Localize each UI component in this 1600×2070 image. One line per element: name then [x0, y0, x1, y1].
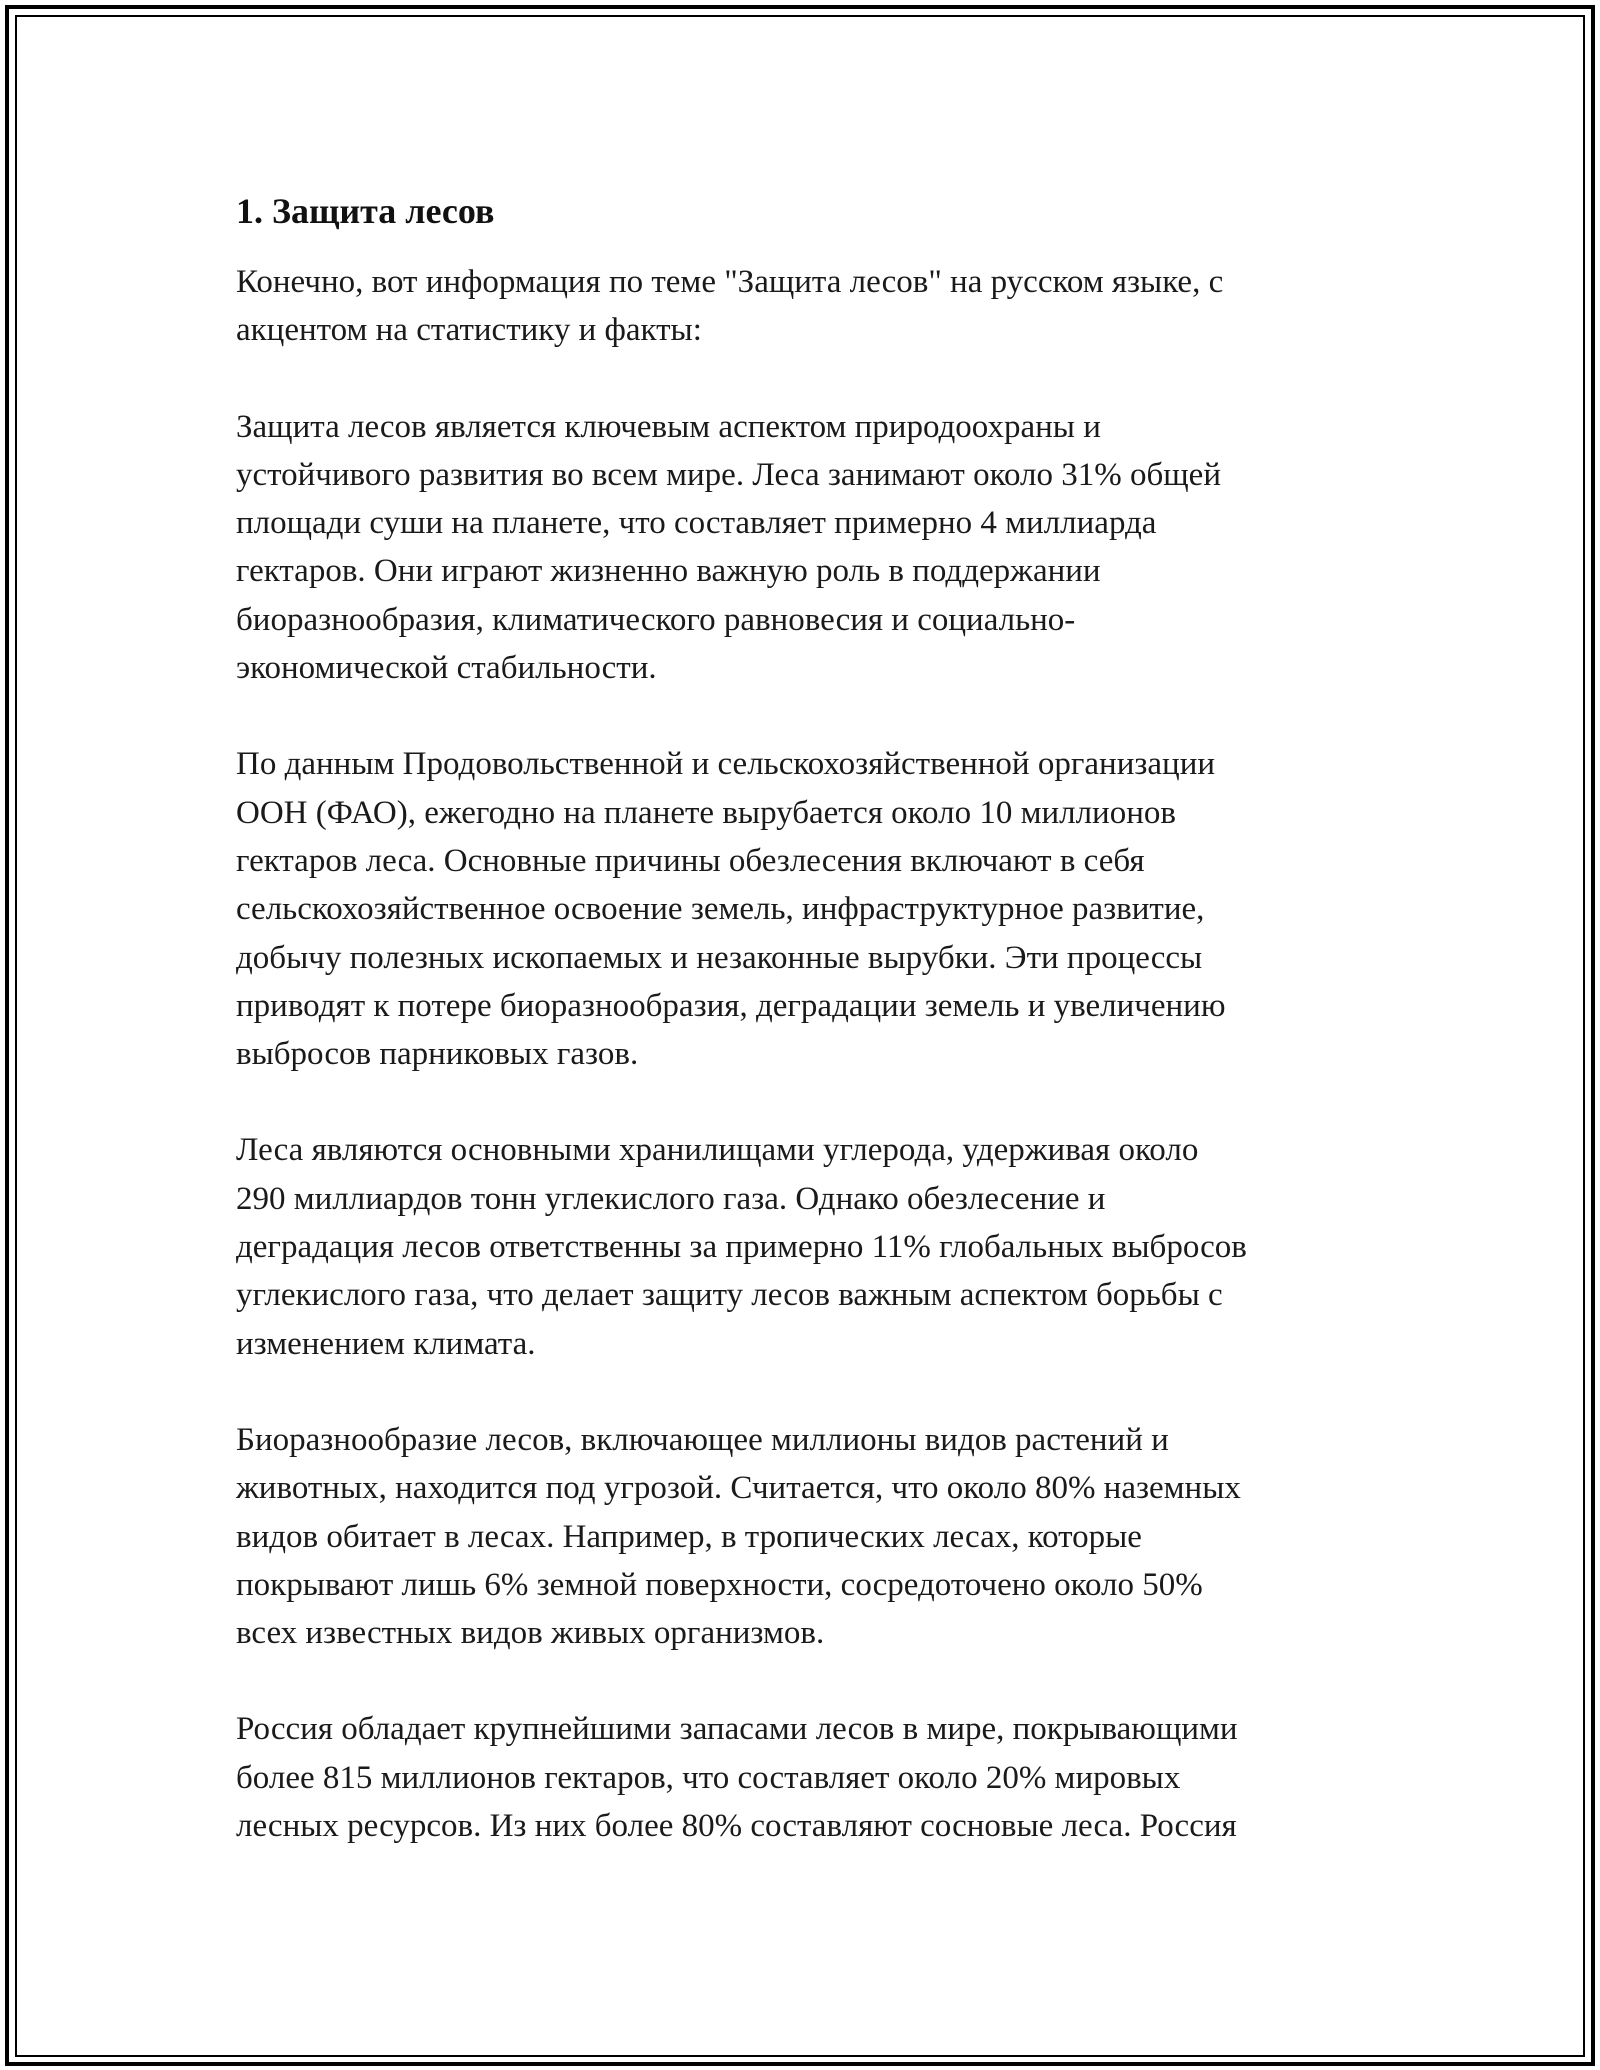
text-line: деградация лесов ответственны за примерно 11% глобальных выбросов — [236, 1229, 1247, 1266]
text-line: По данным Продовольственной и сельскохозяйственной организации — [236, 746, 1216, 783]
text-line: более 815 миллионов гектаров, что составляет около 20% мировых — [236, 1759, 1181, 1796]
paragraph-russia — [236, 1705, 1366, 1850]
text-line: ООН (ФАО), ежегодно на планете вырубается около 10 миллионов — [236, 794, 1176, 831]
text-line: Конечно, вот информация по теме "Защита лесов" на русском языке, с — [236, 264, 1224, 300]
paragraph-intro — [236, 258, 1366, 355]
text-line: площади суши на планете, что составляет примерно 4 миллиарда — [236, 505, 1157, 542]
paragraph-biodiversity — [236, 1416, 1366, 1657]
text-line: покрывают лишь 6% земной поверхности, сосредоточено около 50% — [236, 1566, 1203, 1603]
text-line: животных, находится под угрозой. Считается, что около 80% наземных — [236, 1470, 1241, 1507]
text-line: сельскохозяйственное освоение земель, инфраструктурное развитие, — [236, 891, 1205, 928]
text-line: лесных ресурсов. Из них более 80% составляют сосновые леса. Россия — [236, 1808, 1237, 1845]
paragraph-carbon — [236, 1126, 1366, 1367]
text-line: Биоразнообразие лесов, включающее миллионы видов растений и — [236, 1421, 1169, 1458]
text-line: 290 миллиардов тонн углекислого газа. Однако обезлесение и — [236, 1180, 1106, 1217]
text-line: Россия обладает крупнейшими запасами лесов в мире, покрывающими — [236, 1711, 1238, 1748]
document-page — [236, 186, 1366, 1898]
text-line: Защита лесов является ключевым аспектом природоохраны и — [236, 408, 1101, 445]
text-line: выбросов парниковых газов. — [236, 1036, 639, 1073]
text-line: приводят к потере биоразнообразия, деградации земель и увеличению — [236, 987, 1226, 1024]
paragraph-deforestation — [236, 740, 1366, 1078]
text-line: всех известных видов живых организмов. — [236, 1615, 825, 1652]
text-line: гектаров. Они играют жизненно важную роль в поддержании — [236, 553, 1101, 590]
text-line: видов обитает в лесах. Например, в тропических лесах, которые — [236, 1518, 1142, 1555]
text-line: гектаров леса. Основные причины обезлесения включают в себя — [236, 842, 1145, 879]
paragraph-forest-area — [236, 403, 1366, 693]
text-line: устойчивого развития во всем мире. Леса занимают около 31% общей — [236, 456, 1221, 493]
text-line: экономической стабильности. — [236, 650, 657, 687]
text-line: Леса являются основными хранилищами углерода, удерживая около — [236, 1132, 1199, 1169]
text-line: акцентом на статистику и факты: — [236, 312, 702, 349]
text-line: углекислого газа, что делает защиту лесов важным аспектом борьбы с — [236, 1277, 1223, 1314]
text-line: изменением климата. — [236, 1325, 536, 1362]
text-line: биоразнообразия, климатического равновесия и социально- — [236, 601, 1076, 638]
section-heading: 1. Защита лесов — [236, 191, 495, 231]
text-line: добычу полезных ископаемых и незаконные вырубки. Эти процессы — [236, 939, 1203, 976]
